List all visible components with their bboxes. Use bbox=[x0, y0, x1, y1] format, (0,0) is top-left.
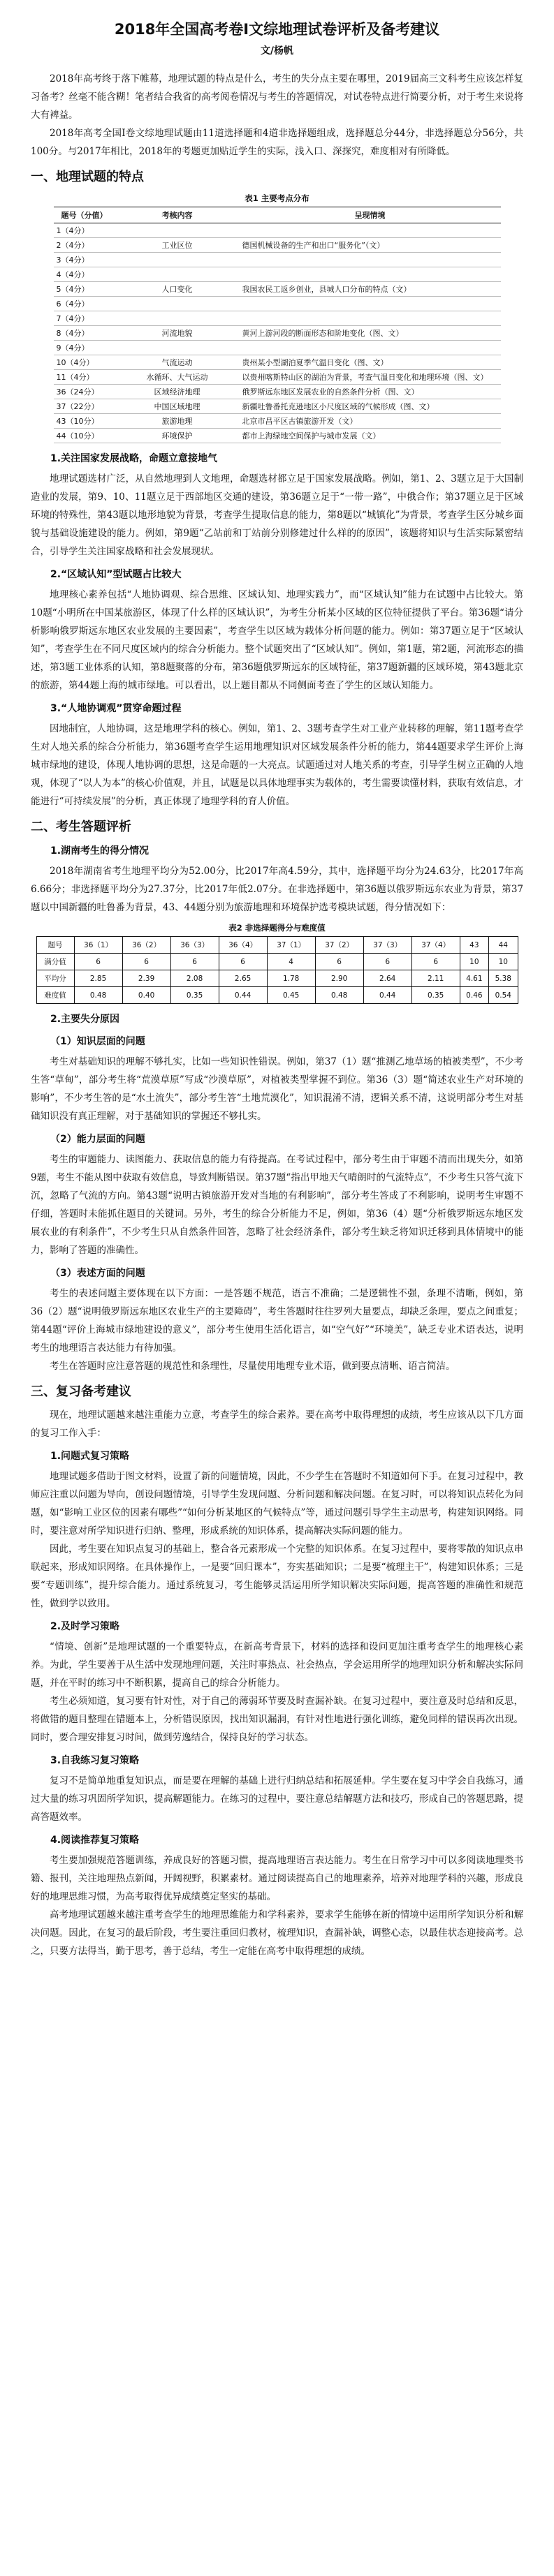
table-row bbox=[54, 311, 501, 326]
table-cell: 区域经济地理 bbox=[115, 385, 240, 399]
body-paragraph: 考生的审题能力、读图能力、获取信息的能力有待提高。在考试过程中，部分考生由于审题不清而出现失分，如第9题，考生不能从图中获取有效信息，导致判断错误。第37题“指出甲地天气晴朗时的气流特点”，不少考生只答气流下沉，忽略了气流的方向。第43题“说明古镇旅游开发对当地的有利影响”，部分考生答成了不利影响，说明考生审题不仔细，答题时未能抓住题目的关键词。另外，考生的综合分析能力不足，例如，第36（4）题“分析俄罗斯远东地区发展农业的有利条件”，不少考生只从自然条件回答，忽略了社会经济条件，部分考生缺乏将知识迁移到具体情境中的能力，影响了答题的准确性。 bbox=[31, 1154, 523, 1256]
table-header-cell: 36（2） bbox=[122, 937, 170, 954]
table-cell: 人口变化 bbox=[115, 282, 240, 297]
subsection-heading: （3）表述方面的问题 bbox=[50, 1268, 145, 1279]
table-cell: 我国农民工返乡创业，县城人口分布的特点（文） bbox=[240, 282, 501, 297]
table-cell: 黄河上游河段的断面形态和阶地变化（图、文） bbox=[240, 326, 501, 341]
subsection-heading: （1）知识层面的问题 bbox=[50, 1036, 145, 1047]
table-cell bbox=[240, 311, 501, 326]
subsection-heading: 3.“人地协调观”贯穿命题过程 bbox=[50, 703, 182, 714]
table-row bbox=[36, 970, 518, 987]
table-cell: 6 bbox=[219, 954, 267, 970]
table-row bbox=[54, 297, 501, 311]
table-header-row bbox=[54, 207, 501, 223]
table-header-row bbox=[36, 937, 518, 954]
table-cell: 德国机械设备的生产和出口“服务化”（文） bbox=[240, 238, 501, 253]
table-row bbox=[54, 341, 501, 355]
section-heading: 三、复习备考建议 bbox=[31, 1384, 131, 1399]
table-cell: 都市上海绿地空间保护与城市发展（文） bbox=[240, 429, 501, 443]
table-cell: 11（4分） bbox=[54, 370, 115, 385]
table-cell: 5.38 bbox=[489, 970, 518, 987]
table-cell: 6（4分） bbox=[54, 297, 115, 311]
table-cell: 6 bbox=[74, 954, 122, 970]
table-cell: 2.65 bbox=[219, 970, 267, 987]
body-paragraph: 因地制宜，人地协调，这是地理学科的核心。例如，第1、2、3题考查学生对工业产业转移的理解，第11题考查学生对人地关系的综合分析能力，第36题考查学生运用地理知识对区域发展条件分析的能力，第44题要求学生评价上海城市绿地的建设，体现人地协调的思想，这是命题的一大亮点。试题通过对人地关系的考查，引导学生树立正确的人地观，体现了“以人为本”的核心价值观，并且，试题是以具体地理事实为载体的，考生需要读懂材料，获取有效信息，才能进行“可持续发展”的分析，真正体现了地理学科的育人价值。 bbox=[31, 723, 523, 807]
table-cell: 2.11 bbox=[411, 970, 460, 987]
body-paragraph: 考生必须知道，复习要有针对性，对于自己的薄弱环节要及时查漏补缺。在复习过程中，要注意及时总结和反思，将做错的题目整理在错题本上，分析错误原因，找出知识漏洞，有针对性地进行强化训练，避免同样的错误再次出现。同时，要合理安排复习时间，做到劳逸结合，保持良好的学习状态。 bbox=[31, 1696, 523, 1743]
table-cell bbox=[115, 267, 240, 282]
table-cell bbox=[240, 253, 501, 267]
table-cell: 0.35 bbox=[411, 987, 460, 1004]
table-cell: 8（4分） bbox=[54, 326, 115, 341]
table-cell: 9（4分） bbox=[54, 341, 115, 355]
table-row bbox=[54, 223, 501, 238]
body-paragraph: 因此，考生要在知识点复习的基础上，整合各元素形成一个完整的知识体系。在复习过程中，要将零散的知识点串联起来，形成知识网络。在具体操作上，一是要“回归课本”，夯实基础知识；二是要“梳理主干”，构建知识体系；三是要“专题训练”，提升综合能力。通过系统复习，考生能够灵活运用所学知识解决实际问题，提高答题的准确性和规范性，做到学以致用。 bbox=[31, 1544, 523, 1609]
table-cell: 7（4分） bbox=[54, 311, 115, 326]
table-header-cell: 36（4） bbox=[219, 937, 267, 954]
body-paragraph: 现在，地理试题越来越注重能力立意，考查学生的综合素养。要在高考中取得理想的成绩，考生应该从以下几方面的复习工作入手： bbox=[31, 1409, 523, 1439]
subsection-heading: 3.自我练习复习策略 bbox=[50, 1755, 140, 1766]
table-header-cell: 考核内容 bbox=[115, 207, 240, 223]
table-cell: 4（4分） bbox=[54, 267, 115, 282]
table-cell: 44（10分） bbox=[54, 429, 115, 443]
table-cell: 北京市昌平区古镇旅游开发（文） bbox=[240, 414, 501, 429]
table-cell: 6 bbox=[411, 954, 460, 970]
topic-distribution-table bbox=[54, 207, 501, 443]
section-heading: 二、考生答题评析 bbox=[31, 820, 131, 834]
table-row bbox=[54, 370, 501, 385]
table-row bbox=[54, 385, 501, 399]
table-cell: 0.48 bbox=[74, 987, 122, 1004]
table-header-cell: 36（3） bbox=[170, 937, 219, 954]
body-paragraph: 考生在答题时应注意答题的规范性和条理性，尽量使用地理专业术语，做到要点清晰、语言简洁。 bbox=[50, 1361, 455, 1372]
table-cell: 贵州某小型湖泊夏季气温日变化（图、文） bbox=[240, 355, 501, 370]
table-header-cell: 37（2） bbox=[315, 937, 363, 954]
body-paragraph: 2018年湖南省考生地理平均分为52.00分，比2017年高4.59分，其中，选择题平均分为24.63分，比2017年高6.66分；非选择题平均分为27.37分，比2017年低2.07分。在非选择题中，第36题以俄罗斯远东农业为背景，第37题以中国新疆的吐鲁番为背景，43、44题分别为旅游地理和环境保护选考模块试题，得分情况如下： bbox=[31, 866, 523, 913]
table-row bbox=[36, 987, 518, 1004]
table-cell bbox=[115, 253, 240, 267]
subsection-heading: 2.及时学习策略 bbox=[50, 1621, 120, 1632]
table-cell: 0.40 bbox=[122, 987, 170, 1004]
table-cell: 平均分 bbox=[36, 970, 74, 987]
table-cell: 5（4分） bbox=[54, 282, 115, 297]
table-cell: 6 bbox=[170, 954, 219, 970]
table-cell: 10 bbox=[460, 954, 488, 970]
subsection-heading: 1.湖南考生的得分情况 bbox=[50, 845, 150, 857]
table-cell: 0.54 bbox=[489, 987, 518, 1004]
table-cell: 43（10分） bbox=[54, 414, 115, 429]
table-header-cell: 题号（分值） bbox=[54, 207, 115, 223]
body-paragraph: 地理核心素养包括“人地协调观、综合思维、区域认知、地理实践力”，而“区域认知”能力在试题中占比较大。第10题“小明所在中国某旅游区，体现了什么样的区域认识”，为考生分析某小区域的区位特征提供了平台。第36题“请分析影响俄罗斯远东地区农业发展的主要因素”，考查学生以区域为载体分析问题的能力。例如：第37题立足于“区域认知”，考查学生在不同尺度区域内的综合分析能力。整个试题突出了“区域认知”。例如，第1题，第2题，河流形态的描述，第3题工业体系的认知，第8题聚落的分布，第36题俄罗斯远东的区域特征，第37题新疆的区域环境，第43题北京的旅游，第44题上海的城市绿地。可以看出，以上题目都从不同侧面考查了学生的区域认知能力。 bbox=[31, 589, 523, 691]
table-cell bbox=[115, 223, 240, 238]
table-cell: 10 bbox=[489, 954, 518, 970]
table-cell: 0.46 bbox=[460, 987, 488, 1004]
subsection-heading: 2.主要失分原因 bbox=[50, 1014, 120, 1025]
table-cell bbox=[240, 223, 501, 238]
table-cell: 环境保护 bbox=[115, 429, 240, 443]
table-cell bbox=[115, 341, 240, 355]
table-header-cell: 37（1） bbox=[267, 937, 315, 954]
body-paragraph: 考生要加强规范答题训练，养成良好的答题习惯，提高地理语言表达能力。考生在日常学习中可以多阅读地理类书籍、报刊，关注地理热点新闻，开阔视野，积累素材。通过阅读提高自己的地理素养，培养对地理学科的兴趣，形成良好的地理思维习惯，为高考取得优异成绩奠定坚实的基础。 bbox=[31, 1855, 523, 1902]
article bbox=[31, 18, 523, 1960]
table-cell: 气流运动 bbox=[115, 355, 240, 370]
table-row bbox=[54, 429, 501, 443]
table-header-cell: 44 bbox=[489, 937, 518, 954]
table-cell: 2.90 bbox=[315, 970, 363, 987]
table-cell: 36（24分） bbox=[54, 385, 115, 399]
table-cell: 2（4分） bbox=[54, 238, 115, 253]
body-paragraph: 高考地理试题越来越注重考查学生的地理思维能力和学科素养，要求学生能够在新的情境中运用所学知识分析和解决问题。因此，在复习的最后阶段，考生要注重回归教材，梳理知识，查漏补缺，调整心态，以最佳状态迎接高考。总之，只要方法得当，勤于思考，善于总结，考生一定能在高考中取得理想的成绩。 bbox=[31, 1909, 523, 1957]
table-body bbox=[54, 223, 501, 443]
table-header-cell: 43 bbox=[460, 937, 488, 954]
table-cell: 4.61 bbox=[460, 970, 488, 987]
table-cell bbox=[240, 267, 501, 282]
table-row bbox=[54, 282, 501, 297]
table-cell: 0.45 bbox=[267, 987, 315, 1004]
table-row bbox=[54, 414, 501, 429]
table-row bbox=[54, 399, 501, 414]
table-cell bbox=[240, 297, 501, 311]
table-cell: 0.44 bbox=[219, 987, 267, 1004]
article-author: 文/杨帆 bbox=[260, 45, 294, 57]
table-cell: 2.85 bbox=[74, 970, 122, 987]
table-cell bbox=[115, 297, 240, 311]
table-cell: 6 bbox=[315, 954, 363, 970]
table-cell: 俄罗斯远东地区发展农业的自然条件分析（图、文） bbox=[240, 385, 501, 399]
table-cell: 0.48 bbox=[315, 987, 363, 1004]
table-cell: 1.78 bbox=[267, 970, 315, 987]
table-cell: 0.35 bbox=[170, 987, 219, 1004]
table-cell: 中国区域地理 bbox=[115, 399, 240, 414]
table2-caption: 表2 非选择题得分与难度值 bbox=[228, 923, 326, 933]
table-header-cell: 呈现情境 bbox=[240, 207, 501, 223]
table-cell: 工业区位 bbox=[115, 238, 240, 253]
table-cell bbox=[240, 341, 501, 355]
subsection-heading: 4.阅读推荐复习策略 bbox=[50, 1835, 140, 1846]
table-row bbox=[36, 954, 518, 970]
table-cell: 3（4分） bbox=[54, 253, 115, 267]
subsection-heading: 1.问题式复习策略 bbox=[50, 1451, 130, 1462]
table-row bbox=[54, 267, 501, 282]
table-cell: 6 bbox=[122, 954, 170, 970]
table-cell: 水循环、大气运动 bbox=[115, 370, 240, 385]
table-row bbox=[54, 326, 501, 341]
table-cell: 旅游地理 bbox=[115, 414, 240, 429]
intro-paragraph: 2018年高考全国Ⅰ卷文综地理试题由11道选择题和4道非选择题组成，选择题总分44分，非选择题总分56分，共100分。与2017年相比，2018年的考题更加贴近学生的实际，浅入口、深探究，难度相对有所降低。 bbox=[31, 128, 523, 157]
table-cell: 6 bbox=[363, 954, 411, 970]
table-row bbox=[54, 355, 501, 370]
table-cell: 2.39 bbox=[122, 970, 170, 987]
table-cell: 0.44 bbox=[363, 987, 411, 1004]
table-cell: 新疆吐鲁番托克逊地区小尺度区域的气候形成（图、文） bbox=[240, 399, 501, 414]
table-cell: 难度值 bbox=[36, 987, 74, 1004]
subsection-heading: 1.关注国家发展战略，命题立意接地气 bbox=[50, 453, 218, 464]
body-paragraph: 复习不是简单地重复知识点，而是要在理解的基础上进行归纳总结和拓展延伸。学生要在复习中学会自我练习，通过大量的练习巩固所学知识，提高解题能力。在练习的过程中，要注意总结解题方法和技巧，形成自己的答题思路，提高答题效率。 bbox=[31, 1775, 523, 1823]
table-cell: 37（22分） bbox=[54, 399, 115, 414]
table-cell bbox=[115, 311, 240, 326]
table-header-cell: 37（4） bbox=[411, 937, 460, 954]
body-paragraph: “情境、创新”是地理试题的一个重要特点，在新高考背景下，材料的选择和设问更加注重考查学生的地理核心素养。为此，学生要善于从生活中发现地理问题，关注时事热点、社会热点，学会运用所学的地理知识分析和解决实际问题，并在平时的练习中不断积累，提高自己的综合分析能力。 bbox=[31, 1641, 523, 1689]
subsection-heading: 2.“区域认知”型试题占比较大 bbox=[50, 569, 182, 580]
table-header-cell: 37（3） bbox=[363, 937, 411, 954]
body-paragraph: 地理试题多借助于图文材料，设置了新的问题情境，因此，不少学生在答题时不知道如何下手。在复习过程中，教师应注重以问题为导向，创设问题情境，引导学生发现问题、分析问题和解决问题。在复习时，可以将知识点转化为问题，如“影响工业区位的因素有哪些”“如何分析某地区的气候特点”等，通过问题引导学生主动思考，构建知识网络。同时，要注意对所学知识进行归纳、整理，形成系统的知识体系，提高解决实际问题的能力。 bbox=[31, 1471, 523, 1537]
table-cell: 以贵州喀斯特山区的湖泊为背景，考查气温日变化和地理环境（图、文） bbox=[240, 370, 501, 385]
table-row bbox=[54, 253, 501, 267]
table-row bbox=[54, 238, 501, 253]
table-body bbox=[36, 937, 518, 1004]
table-cell: 10（4分） bbox=[54, 355, 115, 370]
subsection-heading: （2）能力层面的问题 bbox=[50, 1134, 145, 1145]
table-cell: 1（4分） bbox=[54, 223, 115, 238]
body-paragraph: 考生的表述问题主要体现在以下方面：一是答题不规范，语言不准确；二是逻辑性不强，条理不清晰，例如，第36（2）题“说明俄罗斯远东地区农业生产的主要障碍”，考生答题时往往罗列大量要点，却缺乏条理，要点之间重复；第44题“评价上海城市绿地建设的意义”，部分考生使用生活化语言，如“空气好”“环境美”，缺乏专业术语表达，说明考生的地理语言表达能力有待加强。 bbox=[31, 1288, 523, 1354]
table-cell: 2.64 bbox=[363, 970, 411, 987]
body-paragraph: 考生对基础知识的理解不够扎实，比如一些知识性错误。例如，第37（1）题“推测乙地草场的植被类型”，不少考生答“草甸”，部分考生将“荒漠草原”写成“沙漠草原”，对植被类型掌握不到位。第36（3）题“简述农业生产对环境的影响”，不少考生答的是“水土流失”，部分考生答“土地荒漠化”，知识混淆不清，逻辑关系不清，这说明部分考生对基础知识没有真正理解，对于基础知识的掌握还不够扎实。 bbox=[31, 1056, 523, 1122]
score-table bbox=[36, 936, 518, 1004]
table-header-cell: 36（1） bbox=[74, 937, 122, 954]
table-cell: 2.08 bbox=[170, 970, 219, 987]
table-cell: 4 bbox=[267, 954, 315, 970]
article-title: 2018年全国高考卷Ⅰ文综地理试卷评析及备考建议 bbox=[114, 21, 440, 38]
table-cell: 河流地貌 bbox=[115, 326, 240, 341]
table1-caption: 表1 主要考点分布 bbox=[245, 193, 309, 203]
intro-paragraph: 2018年高考终于落下帷幕，地理试题的特点是什么，考生的失分点主要在哪里，2019届高三文科考生应该怎样复习备考？丝毫不能含糊！笔者结合我省的高考阅卷情况与考生的答题情况，对试卷特点进行简要分析，对于考生来说将大有裨益。 bbox=[31, 73, 523, 121]
body-paragraph: 地理试题选材广泛，从自然地理到人文地理，命题选材都立足于国家发展战略。例如，第1、2、3题立足于大国制造业的发展，第9、10、11题立足于西部地区交通的建设，第36题立足于“一带一路”，中俄合作；第37题立足于区域环境的特殊性，第43题以地形地貌为背景，考查学生提取信息的能力，第8题以“城镇化”为背景，考查学生区分城乡面貌与基础设施建设的能力。例如，第9题“乙站前和丁站前分别修建过什么样的的原因”，该题将知识与生活实际紧密结合，引导学生关注国家战略和社会发展现状。 bbox=[31, 473, 523, 557]
table-cell: 满分值 bbox=[36, 954, 74, 970]
section-heading: 一、地理试题的特点 bbox=[31, 170, 144, 184]
table-header-cell: 题号 bbox=[36, 937, 74, 954]
